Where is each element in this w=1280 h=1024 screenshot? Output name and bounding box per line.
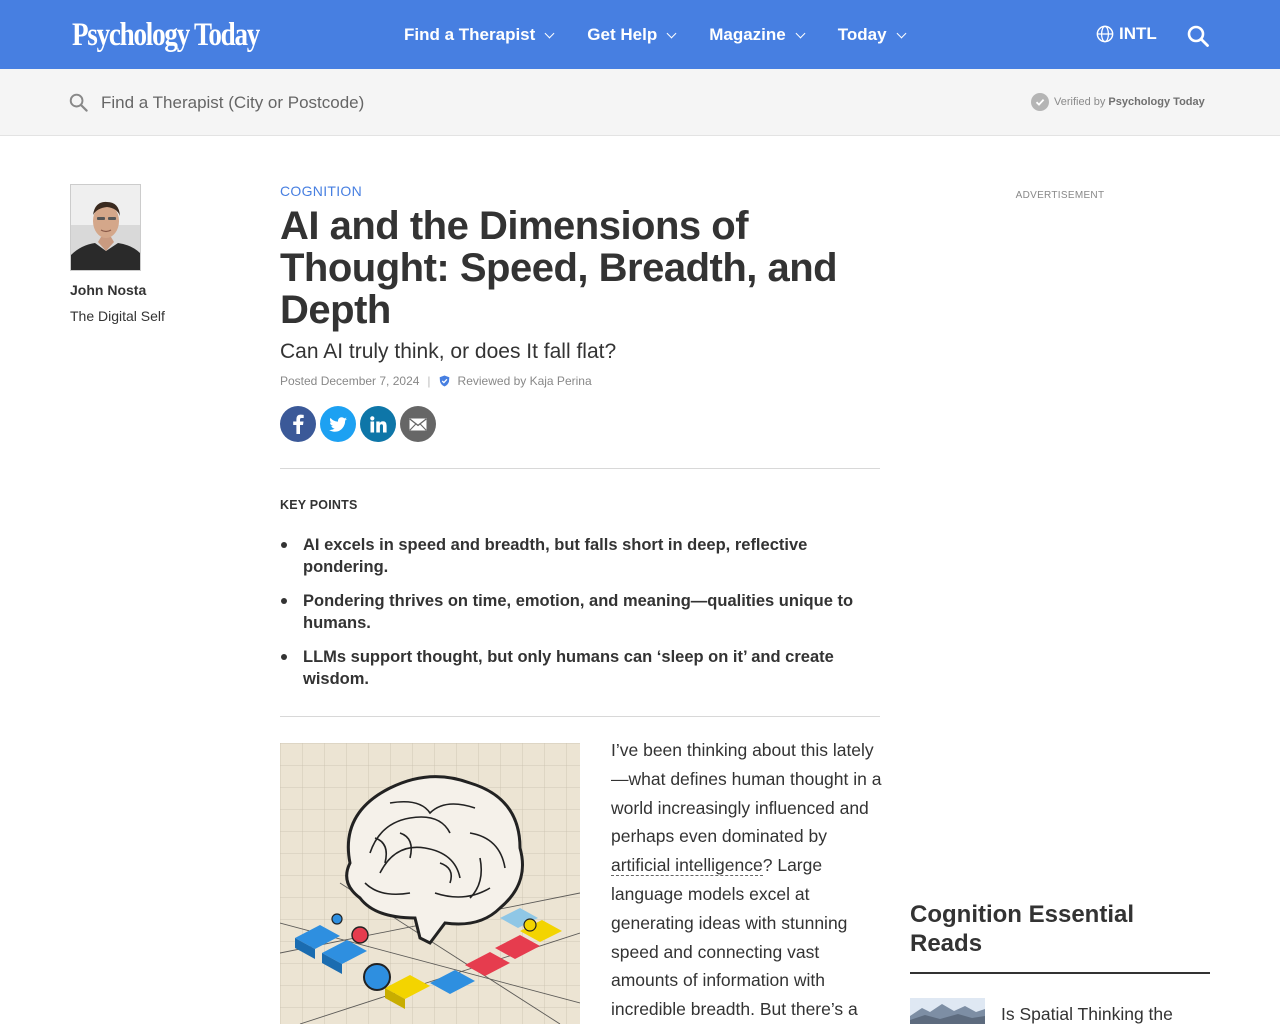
key-points-heading: KEY POINTS xyxy=(280,498,358,512)
chevron-down-icon xyxy=(795,28,805,38)
twitter-icon xyxy=(329,417,347,432)
facebook-share-button[interactable] xyxy=(280,406,316,442)
brain-grid-illustration xyxy=(280,743,580,1024)
essential-read-link[interactable]: Is Spatial Thinking the xyxy=(1001,1004,1173,1024)
nav-find-therapist[interactable] xyxy=(404,25,553,45)
email-share-button[interactable] xyxy=(400,406,436,442)
verified-badge xyxy=(1031,93,1205,111)
main-nav xyxy=(404,0,939,69)
linkedin-icon xyxy=(370,416,387,433)
article-category[interactable]: COGNITION xyxy=(280,183,363,199)
key-point: LLMs support thought, but only humans can ‘sleep on it’ and create wisdom. xyxy=(280,646,880,690)
intl-label: INTL xyxy=(1119,24,1157,43)
nav-find-therapist-label: Find a Therapist xyxy=(404,24,536,44)
author-avatar[interactable] xyxy=(70,184,141,271)
site-logo[interactable]: Psychology Today xyxy=(72,17,260,53)
article-title: AI and the Dimensions of Thought: Speed, Breadth, and Depth xyxy=(280,204,838,332)
advertisement-label: ADVERTISEMENT xyxy=(1015,190,1105,201)
nav-get-help[interactable] xyxy=(587,25,675,45)
article-subtitle: Can AI truly think, or does It fall flat? xyxy=(280,340,617,363)
essential-reads-title: Cognition Essential Reads xyxy=(910,901,1135,957)
nav-get-help-label: Get Help xyxy=(587,24,658,44)
divider xyxy=(280,468,880,469)
body-text-rest: ? Large language models excel at generating ideas with stunning speed and connecting vast amounts of information with incredible breadth. But there’s a xyxy=(611,855,858,1020)
nav-magazine-label: Magazine xyxy=(709,24,786,44)
nav-today-label: Today xyxy=(837,24,887,44)
chevron-down-icon xyxy=(896,28,906,38)
reviewed-by: Reviewed by Kaja Perina xyxy=(457,374,592,388)
globe-icon xyxy=(1096,25,1114,43)
author-blog-name[interactable]: The Digital Self xyxy=(70,308,165,324)
meta-separator: | xyxy=(427,374,431,388)
key-points-list xyxy=(280,534,880,702)
author-name[interactable]: John Nosta xyxy=(70,282,147,298)
nav-magazine[interactable] xyxy=(709,25,804,45)
author-photo-image xyxy=(71,185,141,271)
chevron-down-icon xyxy=(545,28,555,38)
linkedin-share-button[interactable] xyxy=(360,406,396,442)
article-body-paragraph xyxy=(611,736,883,1024)
article-image xyxy=(280,743,580,1024)
artificial-intelligence-link[interactable]: artificial intelligence xyxy=(611,855,763,876)
shield-check-icon xyxy=(439,375,450,387)
twitter-share-button[interactable] xyxy=(320,406,356,442)
essential-reads-divider xyxy=(910,972,1210,974)
therapist-search-bar xyxy=(0,69,1280,136)
intl-selector[interactable] xyxy=(1096,24,1157,44)
email-icon xyxy=(409,418,427,431)
verified-prefix: Verified by xyxy=(1054,96,1106,108)
share-buttons xyxy=(280,406,440,442)
key-point: AI excels in speed and breadth, but falls short in deep, reflective pondering. xyxy=(280,534,880,578)
search-icon[interactable] xyxy=(1187,25,1209,47)
facebook-icon xyxy=(292,414,304,434)
body-text-start: I’ve been thinking about this lately—what defines human thought in a world increasingly influenced and perhaps even dominated by xyxy=(611,740,882,847)
essential-read-thumbnail[interactable] xyxy=(910,998,985,1024)
mountain-thumbnail-image xyxy=(910,998,985,1024)
top-navigation-bar xyxy=(0,0,1280,69)
chevron-down-icon xyxy=(667,28,677,38)
posted-date: Posted December 7, 2024 xyxy=(280,374,420,388)
key-point: Pondering thrives on time, emotion, and meaning—qualities unique to humans. xyxy=(280,590,880,634)
divider xyxy=(280,716,880,717)
nav-today[interactable] xyxy=(838,25,905,45)
verified-brand: Psychology Today xyxy=(1108,96,1205,108)
article-meta xyxy=(280,374,592,388)
search-icon xyxy=(69,93,88,112)
therapist-search-input[interactable] xyxy=(101,89,701,117)
verified-check-icon xyxy=(1031,93,1049,111)
